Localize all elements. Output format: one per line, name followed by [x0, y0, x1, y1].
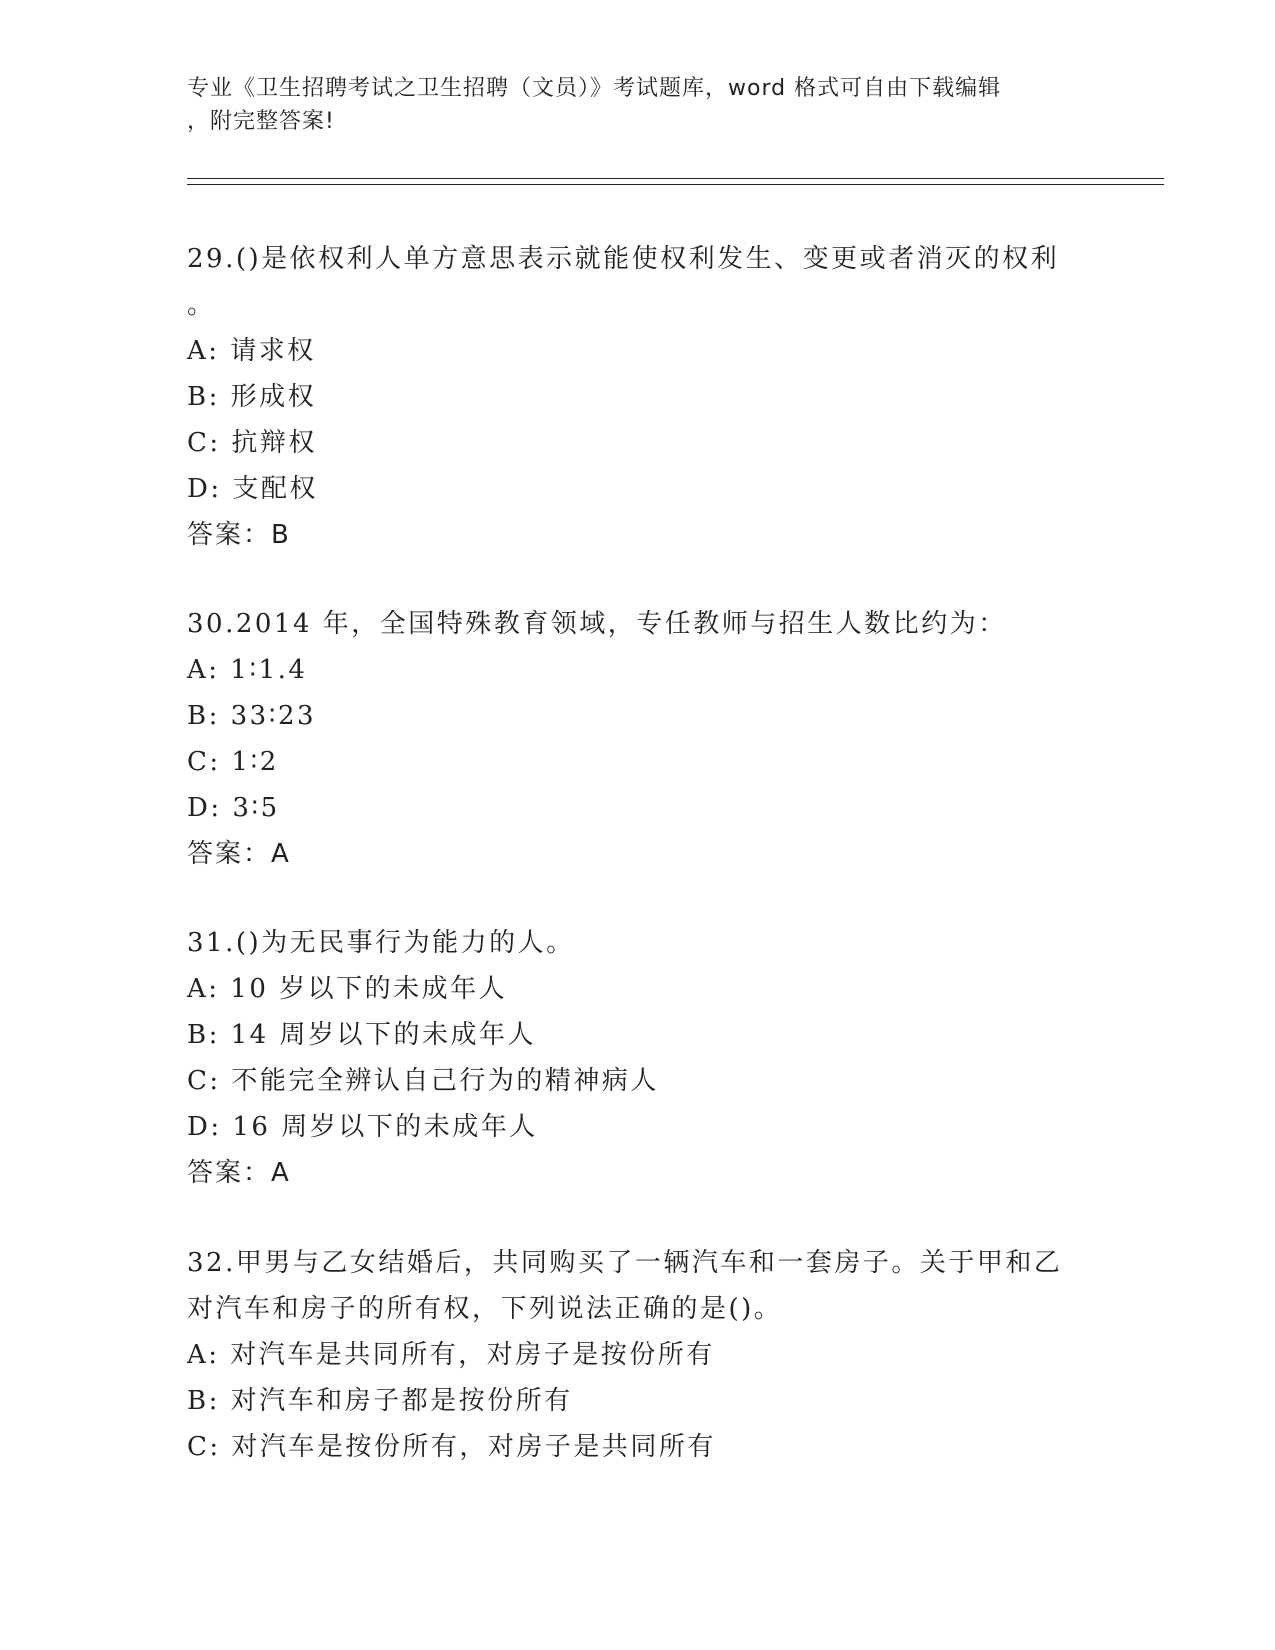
question-32 — [187, 1240, 1087, 1470]
page-header — [187, 72, 1077, 138]
option-d: D: 16 周岁以下的未成年人 — [187, 1112, 538, 1142]
option-a: A: 对汽车是共同所有，对房子是按份所有 — [187, 1340, 715, 1370]
question-stem: 31.()为无民事行为能力的人。 — [187, 928, 575, 958]
option-b: B: 33∶23 — [187, 701, 317, 731]
option-c: C: 抗辩权 — [187, 428, 317, 458]
option-b: B: 对汽车和房子都是按份所有 — [187, 1386, 573, 1416]
option-b: B: 形成权 — [187, 382, 317, 412]
question-31 — [187, 920, 1087, 1196]
question-stem: 32.甲男与乙女结婚后，共同购买了一辆汽车和一套房子。关于甲和乙 — [187, 1248, 1063, 1278]
question-29 — [187, 236, 1087, 558]
option-d: D: 3∶5 — [187, 793, 280, 823]
option-c: C: 不能完全辨认自己行为的精神病人 — [187, 1066, 659, 1096]
answer: 答案：A — [187, 1158, 291, 1188]
option-a: A: 10 岁以下的未成年人 — [187, 974, 508, 1004]
header-divider-bottom — [187, 184, 1164, 185]
question-stem-continued: 对汽车和房子的所有权，下列说法正确的是()。 — [187, 1294, 783, 1324]
option-a: A: 1∶1.4 — [187, 655, 308, 685]
header-line-1: 专业《卫生招聘考试之卫生招聘（文员）》考试题库，word 格式可自由下载编辑 — [187, 76, 1002, 101]
header-line-2: ，附完整答案! — [187, 109, 335, 134]
question-stem: 30.2014 年，全国特殊教育领域，专任教师与招生人数比约为： — [187, 609, 1007, 639]
option-c: C: 对汽车是按份所有，对房子是共同所有 — [187, 1432, 716, 1462]
answer: 答案：A — [187, 839, 291, 869]
header-divider-top — [187, 178, 1164, 179]
option-d: D: 支配权 — [187, 474, 318, 504]
question-stem: 29.()是依权利人单方意思表示就能使权利发生、变更或者消灭的权利 — [187, 244, 1060, 274]
answer: 答案：B — [187, 520, 291, 550]
question-30 — [187, 601, 1087, 877]
option-b: B: 14 周岁以下的未成年人 — [187, 1020, 536, 1050]
question-stem-continued: 。 — [187, 290, 216, 320]
option-a: A: 请求权 — [187, 336, 316, 366]
option-c: C: 1∶2 — [187, 747, 279, 777]
